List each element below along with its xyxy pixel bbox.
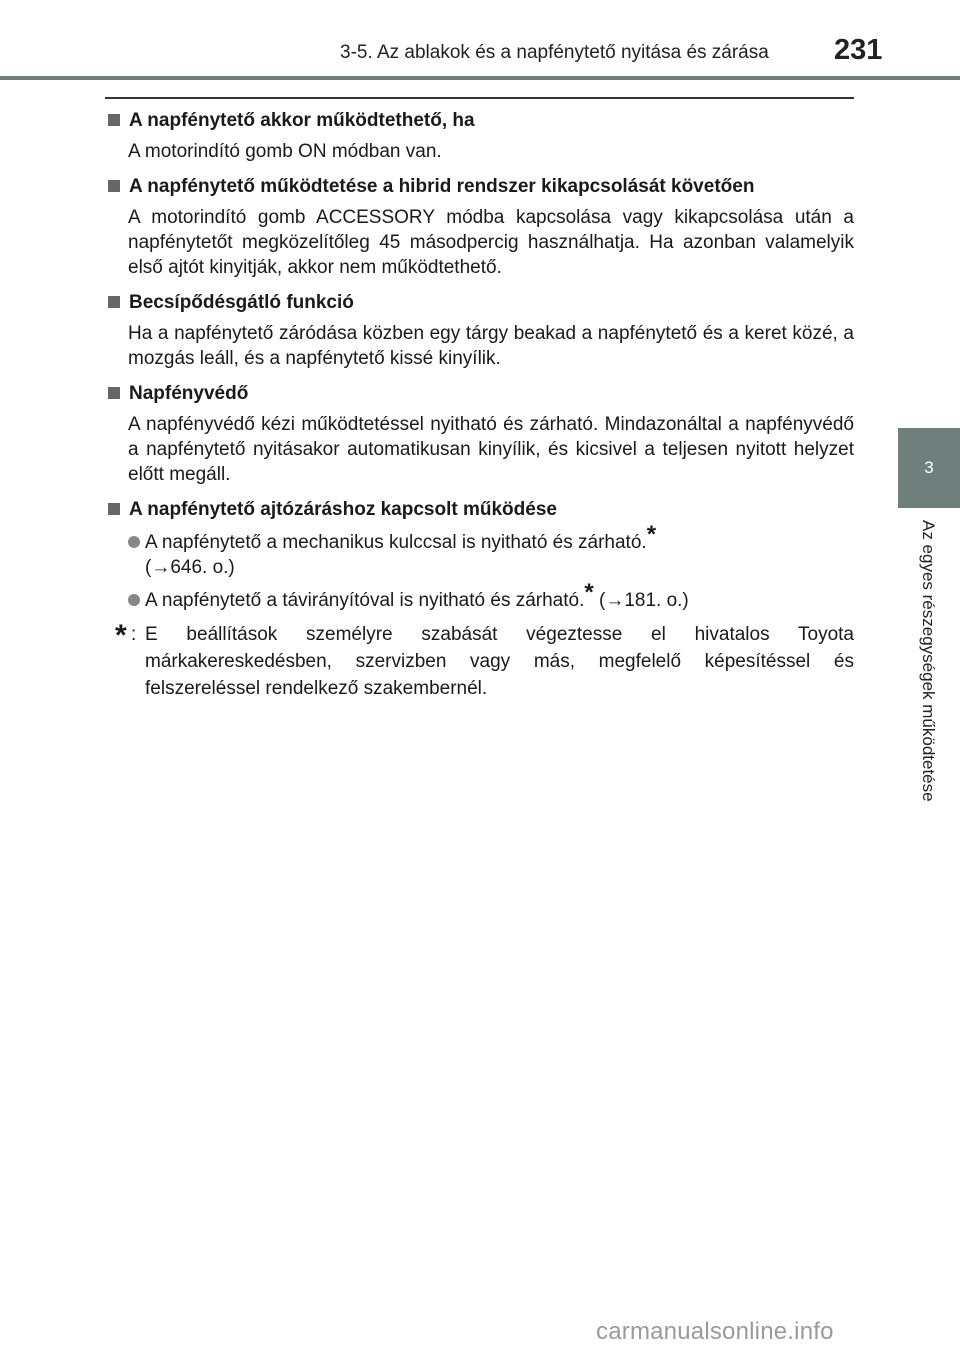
square-bullet-icon (108, 387, 120, 399)
section-heading (105, 290, 854, 315)
section-text: A napfényvédő kézi működtetéssel nyitható és zárható. Mindazonáltal a napfényvédő a napfénytető nyitásakor automatikusan kinyílik, és kicsivel a teljesen nyitott helyzet előtt megáll. (128, 414, 854, 485)
footnote-text: E beállítások személyre szabását végeztesse el hivatalos Toyota márkakereskedésben, szervizben vagy más, megfelelő képesítéssel és felszereléssel rendelkező szakembernél. (145, 624, 854, 699)
heading-text: A napfénytető ajtózáráshoz kapcsolt működése (129, 499, 557, 520)
page-content (105, 108, 854, 702)
heading-text: Becsípődésgátló funkció (129, 292, 354, 313)
footnote-marker: * (584, 579, 594, 606)
page-reference: (→646. o.) (145, 557, 235, 578)
section-heading (105, 108, 854, 133)
chapter-number: 3 (924, 458, 934, 477)
heading-text: A napfénytető működtetése a hibrid rendszer kikapcsolását követően (129, 176, 755, 197)
section-heading (105, 381, 854, 406)
round-bullet-icon (128, 536, 140, 548)
page-number: 231 (834, 34, 883, 66)
watermark: carmanualsonline.info (596, 1318, 834, 1345)
footnote (105, 621, 854, 702)
chapter-title: Az egyes részegységek működtetése (919, 520, 938, 802)
footnote-colon: : (131, 624, 137, 645)
section-text: A motorindító gomb ON módban van. (128, 141, 442, 162)
square-bullet-icon (108, 503, 120, 515)
running-header-title: 3-5. Az ablakok és a napfénytető nyitása és zárása (340, 42, 769, 63)
bullet-text: A napfénytető a távirányítóval is nyitható és zárható. (145, 590, 585, 611)
section-text: Ha a napfénytető záródása közben egy tárgy beakad a napfénytető és a keret közé, a mozgás leáll, és a napfénytető kissé kinyílik. (128, 323, 854, 369)
chapter-tab-label (898, 508, 960, 868)
square-bullet-icon (108, 114, 120, 126)
section-text: A motorindító gomb ACCESSORY módba kapcsolása vagy kikapcsolása után a napfénytetőt megközelítőleg 45 másodpercig használhatja. Ha azonban valamelyik első ajtót kinyitják, akkor nem működtethető. (128, 207, 854, 278)
bullet-text: A napfénytető a mechanikus kulccsal is nyitható és zárható. (145, 532, 647, 553)
page-reference: (→181. o.) (593, 590, 689, 611)
footnote-marker: * (646, 521, 657, 548)
section-rule (105, 97, 854, 99)
square-bullet-icon (108, 296, 120, 308)
header-rule (0, 76, 960, 80)
section-heading (105, 174, 854, 199)
heading-text: A napfénytető akkor működtethető, ha (129, 110, 475, 131)
round-bullet-icon (128, 594, 140, 606)
list-item (128, 579, 854, 613)
footnote-star: * (115, 619, 127, 652)
square-bullet-icon (108, 180, 120, 192)
section-heading (105, 497, 854, 522)
chapter-tab-number (898, 428, 960, 508)
list-item (128, 521, 854, 580)
heading-text: Napfényvédő (129, 383, 249, 404)
